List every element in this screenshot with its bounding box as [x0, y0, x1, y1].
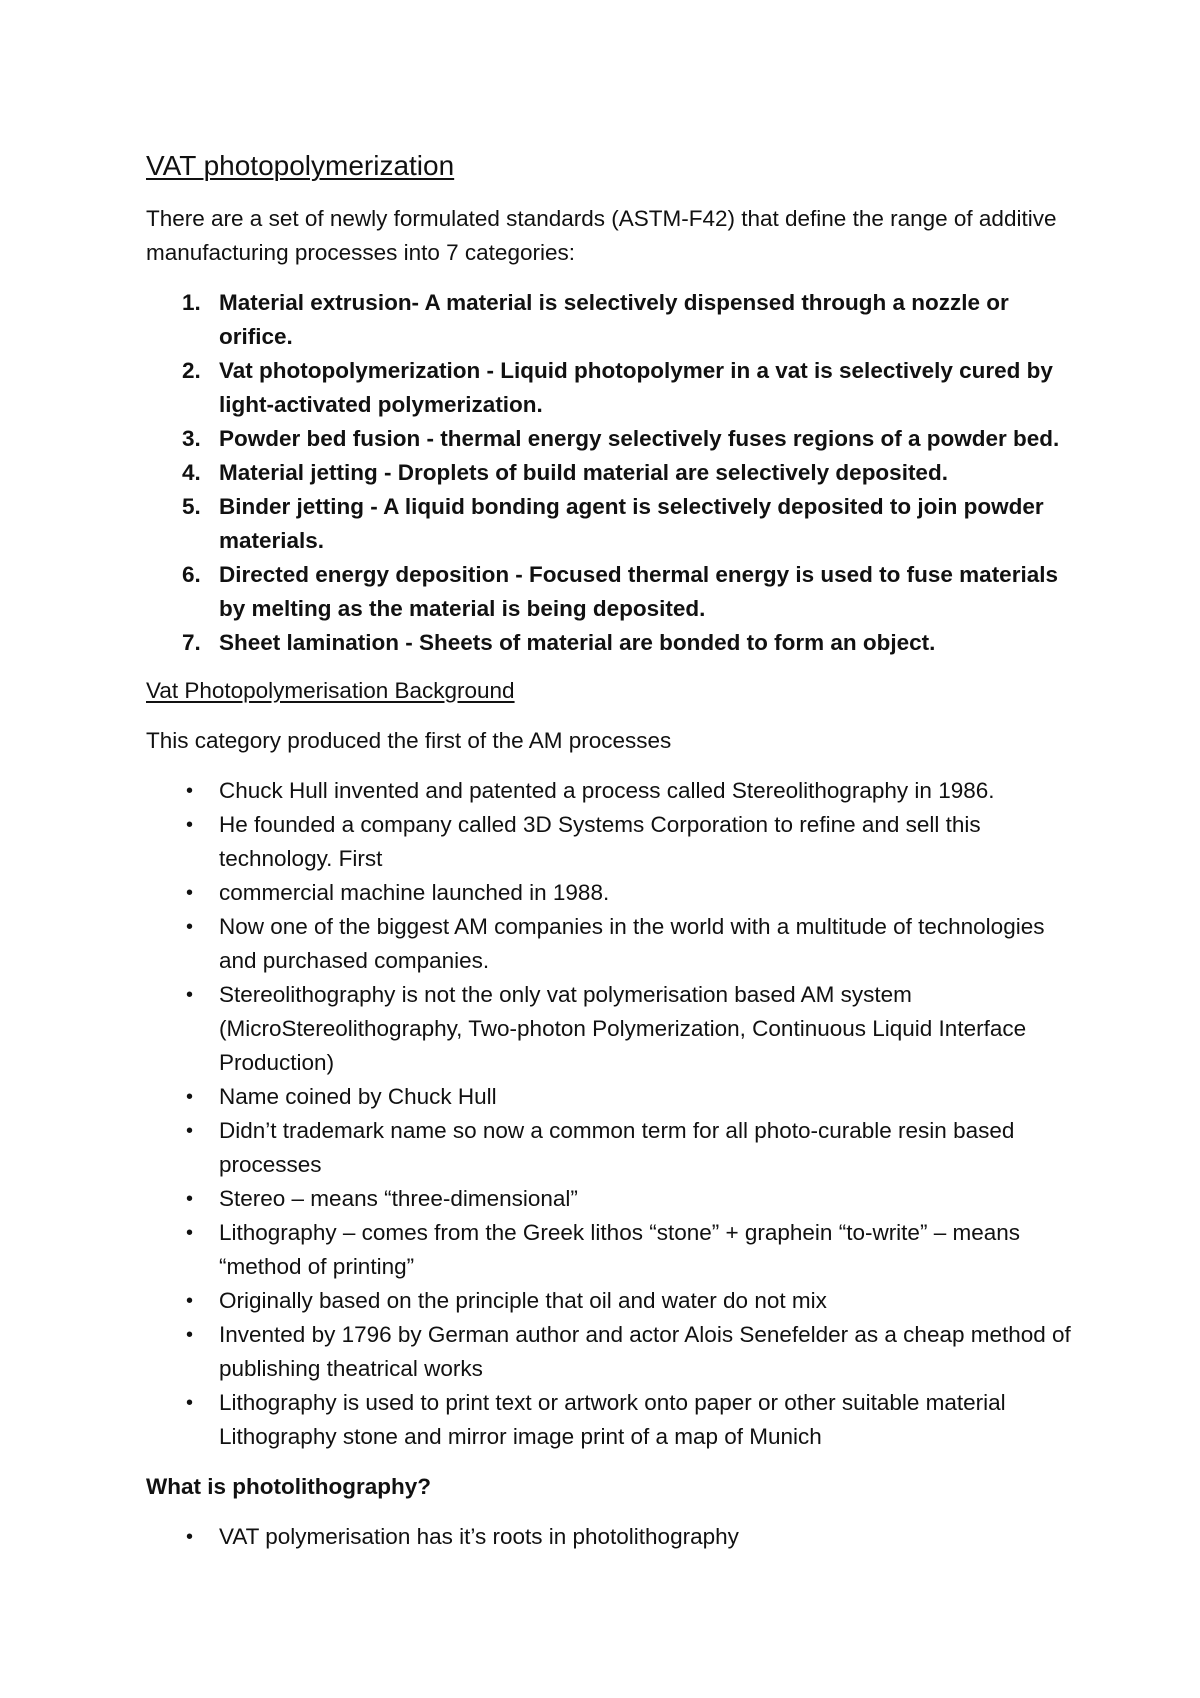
- list-item: [146, 1114, 1086, 1182]
- list-item: [146, 354, 1086, 422]
- bullet-icon: •: [186, 780, 194, 802]
- list-item-text: Invented by 1796 by German author and actor Alois Senefelder as a cheap method of publishing theatrical works: [219, 1322, 1071, 1381]
- list-item-text: Binder jetting - A liquid bonding agent is selectively deposited to join powder materials.: [219, 494, 1044, 553]
- list-item: [146, 808, 1086, 876]
- list-number: 4.: [182, 460, 201, 485]
- list-item-text: Name coined by Chuck Hull: [219, 1084, 497, 1109]
- list-item: [146, 1182, 1086, 1216]
- list-item: [146, 626, 1086, 660]
- list-item: [146, 1386, 1086, 1454]
- background-intro: This category produced the first of the AM processes: [146, 728, 672, 753]
- background-bullet-list: [146, 774, 1086, 1454]
- bullet-icon: •: [186, 1086, 194, 1108]
- bullet-icon: •: [186, 1324, 194, 1346]
- list-item: [146, 774, 1086, 808]
- intro-paragraph: There are a set of newly formulated standards (ASTM-F42) that define the range of additive manufacturing processes into 7 categories:: [146, 206, 1057, 265]
- bullet-icon: •: [186, 1526, 194, 1548]
- list-item-text: Didn’t trademark name so now a common term for all photo-curable resin based processes: [219, 1118, 1015, 1177]
- list-item-text: Sheet lamination - Sheets of material are bonded to form an object.: [219, 630, 936, 655]
- list-item: [146, 1216, 1086, 1284]
- list-number: 6.: [182, 562, 201, 587]
- bullet-icon: •: [186, 814, 194, 836]
- bullet-icon: •: [186, 1120, 194, 1142]
- background-heading: Vat Photopolymerisation Background: [146, 678, 515, 703]
- list-item: [146, 1080, 1086, 1114]
- categories-list: [146, 286, 1086, 660]
- list-number: 5.: [182, 494, 201, 519]
- list-item-text: Lithography – comes from the Greek lithos “stone” + graphein “to-write” – means “method of printing”: [219, 1220, 1020, 1279]
- list-item-text: He founded a company called 3D Systems Corporation to refine and sell this technology. First: [219, 812, 981, 871]
- list-item: [146, 422, 1086, 456]
- bullet-icon: •: [186, 1290, 194, 1312]
- bullet-icon: •: [186, 916, 194, 938]
- list-item: [146, 876, 1086, 910]
- list-number: 1.: [182, 290, 201, 315]
- list-item-text: Stereo – means “three-dimensional”: [219, 1186, 578, 1211]
- list-number: 3.: [182, 426, 201, 451]
- list-item-text: Chuck Hull invented and patented a process called Stereolithography in 1986.: [219, 778, 995, 803]
- list-number: 7.: [182, 630, 201, 655]
- bullet-icon: •: [186, 1222, 194, 1244]
- photolithography-bullet-list: [146, 1520, 1086, 1554]
- bullet-icon: •: [186, 1392, 194, 1414]
- bullet-icon: •: [186, 1188, 194, 1210]
- list-item-text: Lithography is used to print text or artwork onto paper or other suitable material Lithography stone and mirror image print of a map of Munich: [219, 1390, 1006, 1449]
- list-item: [146, 286, 1086, 354]
- list-item-text: commercial machine launched in 1988.: [219, 880, 610, 905]
- list-item-text: Vat photopolymerization - Liquid photopolymer in a vat is selectively cured by light-activated polymerization.: [219, 358, 1053, 417]
- list-item: [146, 490, 1086, 558]
- photolithography-heading: What is photolithography?: [146, 1474, 431, 1499]
- list-item-text: Powder bed fusion - thermal energy selectively fuses regions of a powder bed.: [219, 426, 1060, 451]
- list-item-text: Stereolithography is not the only vat polymerisation based AM system (MicroStereolithography, Two-photon Polymerization, Continuous Liquid Interface Production): [219, 982, 1027, 1075]
- document-content: [146, 148, 1086, 1570]
- list-item: [146, 456, 1086, 490]
- list-item-text: Originally based on the principle that oil and water do not mix: [219, 1288, 827, 1313]
- bullet-icon: •: [186, 984, 194, 1006]
- list-item-text: Material extrusion- A material is selectively dispensed through a nozzle or orifice.: [219, 290, 1009, 349]
- list-item: [146, 558, 1086, 626]
- list-number: 2.: [182, 358, 201, 383]
- list-item: [146, 1284, 1086, 1318]
- list-item: [146, 978, 1086, 1080]
- list-item-text: Material jetting - Droplets of build material are selectively deposited.: [219, 460, 948, 485]
- list-item-text: Now one of the biggest AM companies in the world with a multitude of technologies and purchased companies.: [219, 914, 1045, 973]
- list-item: [146, 1520, 1086, 1554]
- list-item-text: Directed energy deposition - Focused thermal energy is used to fuse materials by melting as the material is being deposited.: [219, 562, 1058, 621]
- document-title: VAT photopolymerization: [146, 150, 455, 181]
- bullet-icon: •: [186, 882, 194, 904]
- list-item-text: VAT polymerisation has it’s roots in photolithography: [219, 1524, 739, 1549]
- list-item: [146, 1318, 1086, 1386]
- list-item: [146, 910, 1086, 978]
